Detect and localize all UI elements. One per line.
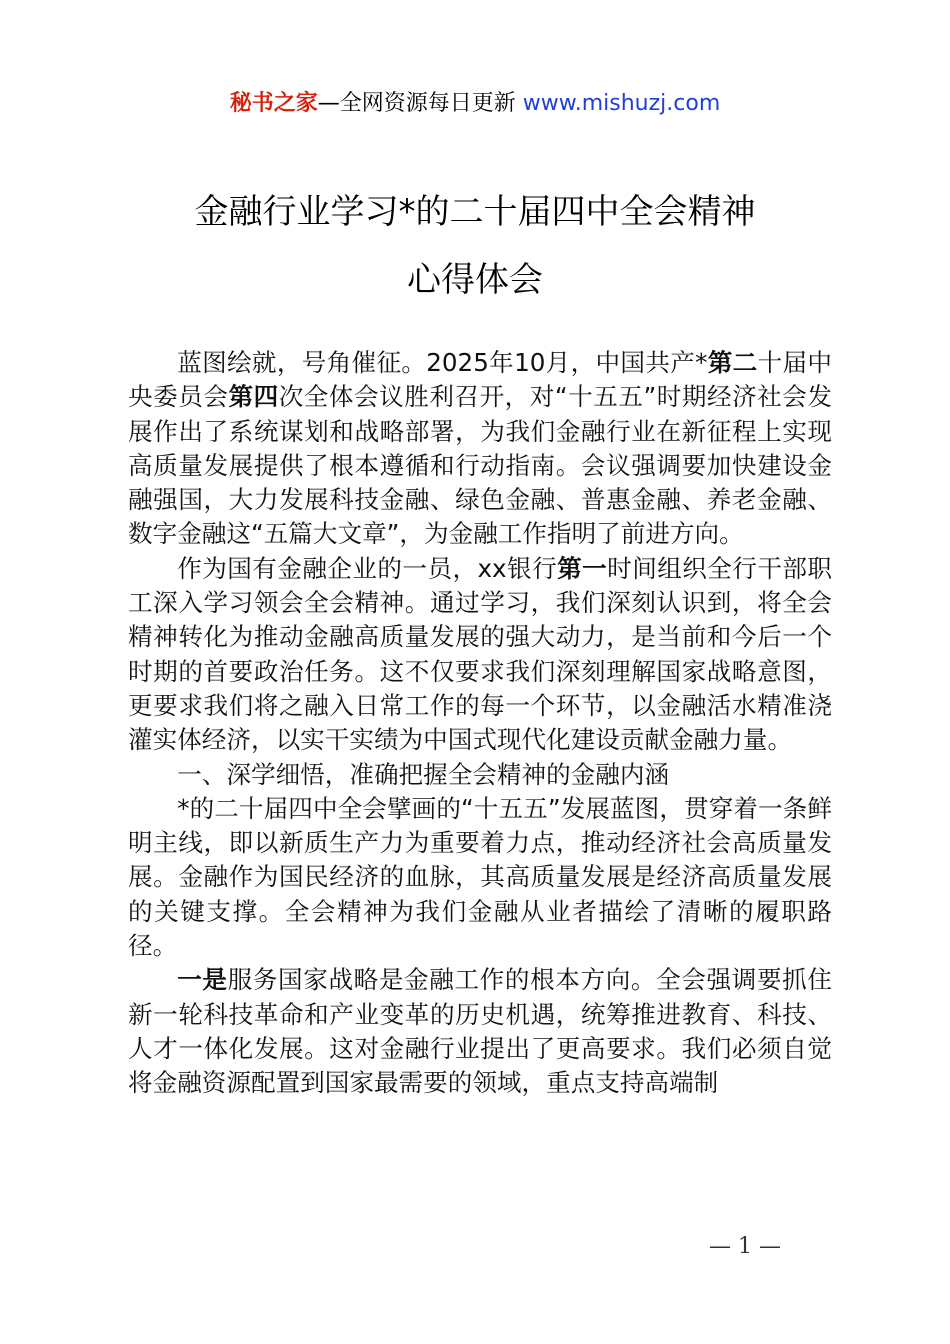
paragraph-1-bold-a: 第二 bbox=[707, 348, 758, 377]
document-body bbox=[128, 346, 832, 1101]
site-url-link[interactable]: www.mishuzj.com bbox=[522, 91, 721, 116]
page-number: — 1 — bbox=[709, 1234, 781, 1259]
paragraph-2 bbox=[128, 552, 832, 758]
paragraph-2-bold: 第一 bbox=[557, 553, 608, 583]
paragraph-4-bold: 一是 bbox=[177, 965, 228, 995]
paragraph-3: *的二十届四中全会擘画的“十五五”发展蓝图，贯穿着一条鲜明主线，即以新质生产力为重要着力点，推动经济社会高质量发展。金融作为国民经济的血脉，其高质量发展是经济高质量发展的关键支撑。全会精神为我们金融从业者描绘了清晰的履职路径。 bbox=[128, 793, 832, 961]
brand-name: 秘书之家 bbox=[229, 91, 318, 116]
paragraph-1 bbox=[128, 346, 832, 552]
paragraph-1-text-c: 次全体会议胜利召开，对“十五五”时期经济社会发展作出了系统谋划和战略部署，为我们金融行业在新征程上实现高质量发展提供了根本遵循和行动指南。会议强调要加快建设金融强国，大力发展科技金融、绿色金融、普惠金融、养老金融、数字金融这“五篇大文章”，为金融工作指明了前进方向。 bbox=[128, 382, 832, 549]
paragraph-1-bold-b: 第四 bbox=[228, 382, 279, 412]
paragraph-1-text-a: 蓝图绘就，号角催征。2025年10月，中国共产* bbox=[177, 348, 708, 377]
document-title-line-2: 心得体会 bbox=[407, 260, 543, 300]
paragraph-1-text-b: 十届中央委员会 bbox=[128, 348, 832, 412]
paragraph-2-text-a: 作为国有金融企业的一员，xx银行 bbox=[177, 553, 558, 583]
tagline: —全网资源每日更新 bbox=[317, 91, 516, 116]
site-header bbox=[0, 88, 950, 120]
document-title-line-1: 金融行业学习*的二十届四中全会精神 bbox=[194, 192, 756, 232]
paragraph-4-text: 服务国家战略是金融工作的根本方向。全会强调要抓住新一轮科技革命和产业变革的历史机遇，统筹推进教育、科技、人才一体化发展。这对金融行业提出了更高要求。我们必须自觉将金融资源配置到国家最需要的领域，重点支持高端制 bbox=[128, 965, 832, 1098]
section-heading-1: 一、深学细悟，准确把握全会精神的金融内涵 bbox=[177, 759, 670, 789]
paragraph-2-text-b: 时间组织全行干部职工深入学习领会全会精神。通过学习，我们深刻认识到，将全会精神转化为推动金融高质量发展的强大动力，是当前和今后一个时期的首要政治任务。这不仅要求我们深刻理解国家战略意图，更要求我们将之融入日常工作的每一个环节，以金融活水精准浇灌实体经济，以实干实绩为中国式现代化建设贡献金融力量。 bbox=[128, 553, 832, 755]
paragraph-4 bbox=[128, 963, 832, 1100]
